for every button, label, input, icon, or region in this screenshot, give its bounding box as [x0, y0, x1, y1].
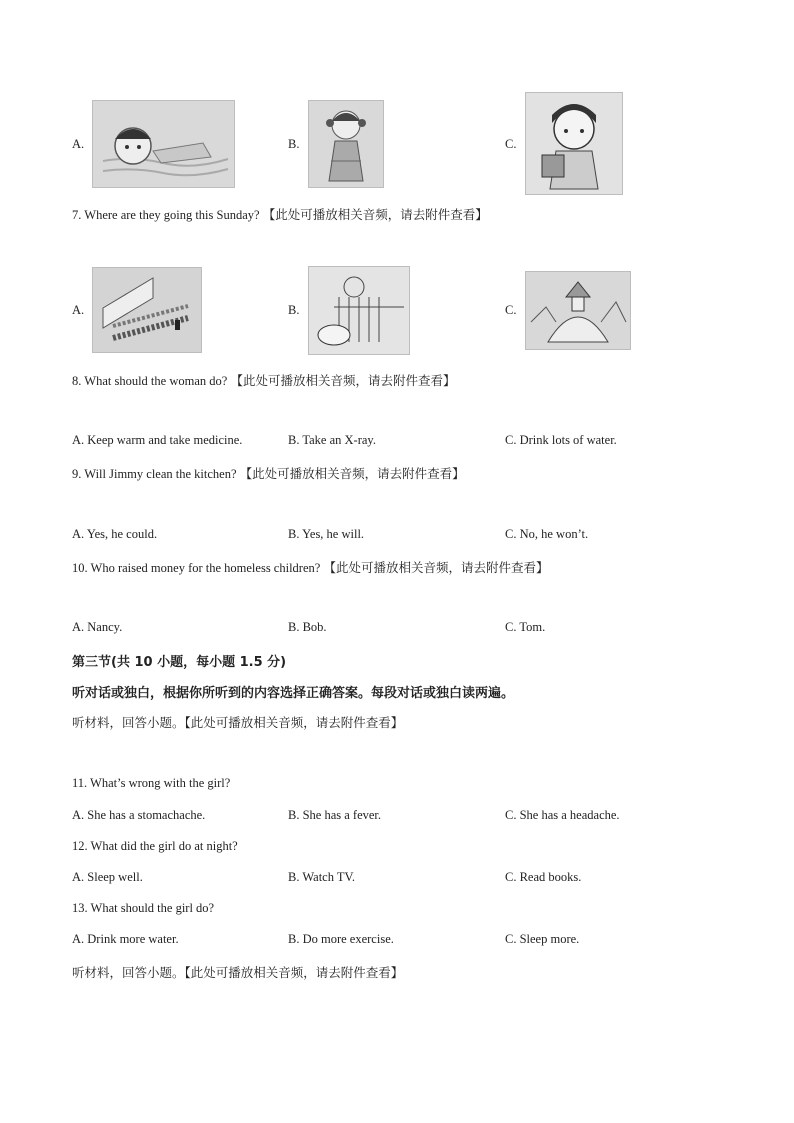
section3-heading: 第三节(共 10 小题，每小题 1.5 分)	[72, 655, 287, 670]
q13-option-b: B. Do more exercise.	[288, 932, 394, 946]
q7-option-c-label: C.	[505, 303, 517, 317]
material-1-note: 听材料，回答小题。【此处可播放相关音频，请去附件查看】	[72, 715, 404, 730]
q7-question	[72, 205, 488, 223]
q12-option-a: A. Sleep well.	[72, 870, 143, 884]
swimming-girl-image	[92, 100, 235, 188]
q6-option-a-label: A.	[72, 137, 85, 151]
section3-instruction: 听对话或独白，根据你所听到的内容选择正确答案。每段对话或独白读两遍。	[72, 686, 515, 701]
q10-question	[72, 558, 548, 576]
q7-audio-note: 【此处可播放相关音频，请去附件查看】	[262, 207, 488, 222]
material-2-note: 听材料，回答小题。【此处可播放相关音频，请去附件查看】	[72, 965, 404, 980]
q8-option-b: B. Take an X-ray.	[288, 433, 376, 447]
q9-option-b: B. Yes, he will.	[288, 527, 365, 541]
q7-option-b-label: B.	[288, 303, 300, 317]
q10-option-c: C. Tom.	[505, 620, 546, 634]
q10-option-a: A. Nancy.	[72, 620, 123, 634]
q12-stem: 12. What did the girl do at night?	[72, 839, 238, 853]
q8-option-a: A. Keep warm and take medicine.	[72, 433, 243, 447]
girl-reading-image	[525, 92, 623, 195]
q11-option-b: B. She has a fever.	[288, 808, 382, 822]
q13-option-c: C. Sleep more.	[505, 932, 580, 946]
q12-option-b: B. Watch TV.	[288, 870, 356, 884]
q10-option-b: B. Bob.	[288, 620, 327, 634]
q12-option-c: C. Read books.	[505, 870, 582, 884]
q10-stem: 10. Who raised money for the homeless children?	[72, 561, 324, 575]
q11-option-a: A. She has a stomachache.	[72, 808, 206, 822]
girl-standing-image	[308, 100, 384, 188]
q7-stem: 7. Where are they going this Sunday?	[72, 208, 263, 222]
q6-option-c-label: C.	[505, 137, 517, 151]
q13-option-a: A. Drink more water.	[72, 932, 179, 946]
q13-stem: 13. What should the girl do?	[72, 901, 215, 915]
q8-audio-note: 【此处可播放相关音频，请去附件查看】	[230, 373, 456, 388]
q11-stem: 11. What’s wrong with the girl?	[72, 776, 231, 790]
q8-stem: 8. What should the woman do?	[72, 374, 231, 388]
zoo-image	[308, 266, 410, 355]
q9-stem: 9. Will Jimmy clean the kitchen?	[72, 467, 240, 481]
q9-option-a: A. Yes, he could.	[72, 527, 158, 541]
q8-question	[72, 371, 455, 389]
q6-option-b-label: B.	[288, 137, 300, 151]
park-pagoda-image	[525, 271, 631, 350]
great-wall-image	[92, 267, 202, 353]
q9-question	[72, 464, 465, 482]
q9-audio-note: 【此处可播放相关音频，请去附件查看】	[239, 466, 465, 481]
q10-audio-note: 【此处可播放相关音频，请去附件查看】	[323, 560, 549, 575]
q9-option-c: C. No, he won’t.	[505, 527, 589, 541]
q11-option-c: C. She has a headache.	[505, 808, 620, 822]
q8-option-c: C. Drink lots of water.	[505, 433, 617, 447]
q7-option-a-label: A.	[72, 303, 85, 317]
